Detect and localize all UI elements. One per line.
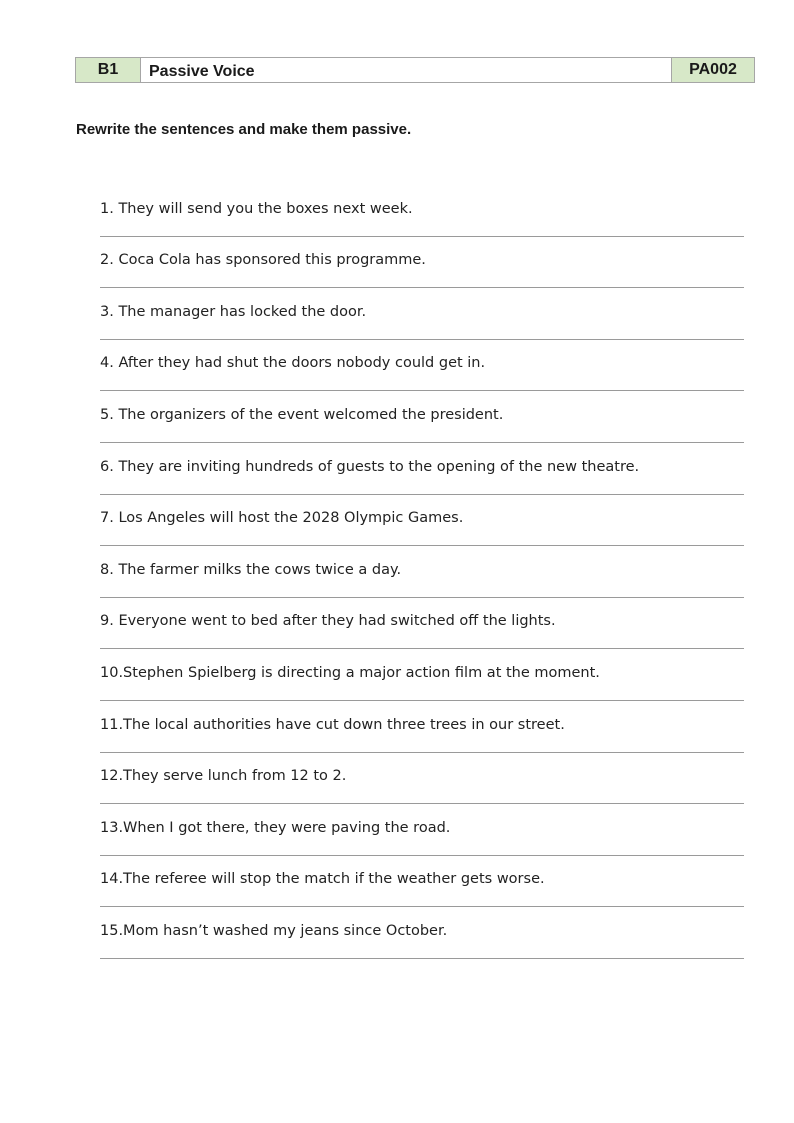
worksheet-header (75, 57, 755, 83)
exercise-item[interactable] (100, 856, 744, 908)
exercise-sentence: 10.Stephen Spielberg is directing a major action film at the moment. (100, 664, 600, 681)
exercise-sentence: 6. They are inviting hundreds of guests to the opening of the new theatre. (100, 458, 640, 475)
instruction-text: Rewrite the sentences and make them passive. (76, 121, 412, 138)
exercise-item[interactable] (100, 753, 744, 805)
exercise-sentence: 7. Los Angeles will host the 2028 Olympic Games. (100, 510, 464, 527)
exercise-item[interactable] (100, 649, 744, 701)
exercise-sentence: 4. After they had shut the doors nobody could get in. (100, 355, 486, 372)
exercise-sentence: 15.Mom hasn’t washed my jeans since October. (100, 922, 448, 939)
exercise-sentence: 5. The organizers of the event welcomed the president. (100, 406, 504, 423)
exercise-item[interactable] (100, 701, 744, 753)
exercise-sentence: 1. They will send you the boxes next week. (100, 200, 413, 217)
exercise-list (100, 185, 744, 959)
exercise-item[interactable] (100, 495, 744, 547)
exercise-item[interactable] (100, 598, 744, 650)
exercise-sentence: 11.The local authorities have cut down three trees in our street. (100, 716, 565, 733)
exercise-sentence: 13.When I got there, they were paving the road. (100, 819, 451, 836)
exercise-sentence: 8. The farmer milks the cows twice a day. (100, 561, 402, 578)
exercise-item[interactable] (100, 443, 744, 495)
exercise-item[interactable] (100, 546, 744, 598)
exercise-item[interactable] (100, 804, 744, 856)
exercise-sentence: 3. The manager has locked the door. (100, 303, 367, 320)
level-badge: B1 (76, 58, 141, 82)
worksheet-code: PA002 (671, 58, 754, 82)
exercise-item[interactable] (100, 185, 744, 237)
exercise-sentence: 9. Everyone went to bed after they had switched off the lights. (100, 613, 556, 630)
exercise-item[interactable] (100, 391, 744, 443)
exercise-sentence: 2. Coca Cola has sponsored this programme. (100, 252, 426, 269)
exercise-item[interactable] (100, 237, 744, 289)
exercise-item[interactable] (100, 907, 744, 959)
exercise-item[interactable] (100, 288, 744, 340)
worksheet-title: Passive Voice (149, 63, 255, 80)
exercise-sentence: 14.The referee will stop the match if the weather gets worse. (100, 871, 545, 888)
exercise-item[interactable] (100, 340, 744, 392)
exercise-sentence: 12.They serve lunch from 12 to 2. (100, 768, 347, 785)
